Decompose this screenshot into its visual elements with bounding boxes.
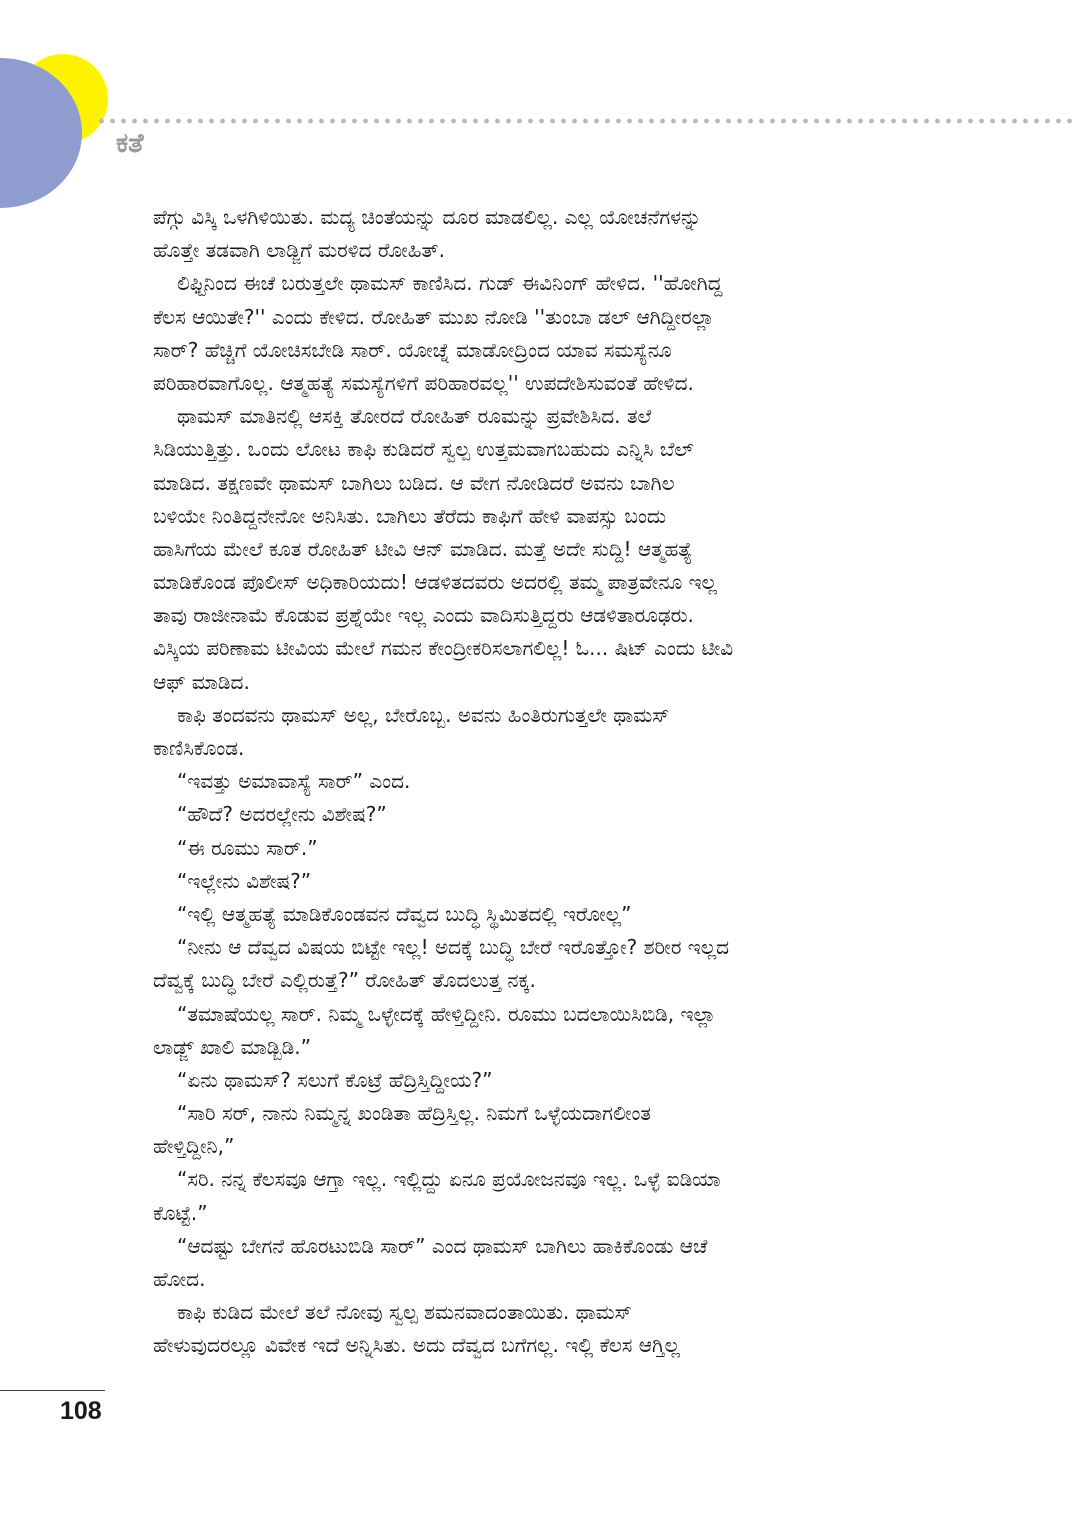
story-line: ಹೇಳ್ತಿದ್ದೀನಿ,” <box>153 1134 235 1159</box>
section-label: ಕತೆ <box>116 128 144 159</box>
story-line: ತಾವು ರಾಜೀನಾಮೆ ಕೊಡುವ ಪ್ರಶ್ನೆಯೇ ಇಲ್ಲ ಎಂದು ವಾದಿಸುತ್ತಿದ್ದರು ಆಡಳಿತಾರೂಢರು. <box>153 603 694 628</box>
story-line: “ಹೌದೆ? ಅದರಲ್ಲೇನು ವಿಶೇಷ?” <box>177 802 387 827</box>
story-line: ಮಾಡಿಕೊಂಡ ಪೊಲೀಸ್ ಅಧಿಕಾರಿಯದು! ಆಡಳಿತದವರು ಅದರಲ್ಲಿ ತಮ್ಮ ಪಾತ್ರವೇನೂ ಇಲ್ಲ <box>153 570 717 595</box>
story-line: ಕೆಲಸ ಆಯಿತೇ?'' ಎಂದು ಕೇಳಿದ. ರೋಹಿತ್ ಮುಖ ನೋಡಿ ''ತುಂಬಾ ಡಲ್ ಆಗಿದ್ದೀರಲ್ಲಾ <box>153 304 715 329</box>
story-line: ಹೋದ. <box>153 1267 206 1291</box>
story-line: ಕೊಟ್ಟೆ.” <box>153 1200 208 1225</box>
story-line: “ನೀನು ಆ ದೆವ್ವದ ವಿಷಯ ಬಿಟ್ಟೇ ಇಲ್ಲ! ಅದಕ್ಕೆ ಬುದ್ಧಿ ಬೇರೆ ಇರೊತ್ತೋ? ಶರೀರ ಇಲ್ಲದ <box>177 935 730 960</box>
page-number-rule <box>0 1390 105 1391</box>
story-line: ಸಾರ್? ಹೆಚ್ಚಿಗೆ ಯೋಚಿಸಬೇಡಿ ಸಾರ್. ಯೋಚ್ನೆ ಮಾಡೋದ್ರಿಂದ ಯಾವ ಸಮಸ್ಯೆನೂ <box>153 337 672 362</box>
story-line: “ಇಲ್ಲೇನು ವಿಶೇಷ?” <box>177 868 312 893</box>
story-line: “ಆದಷ್ಟು ಬೇಗನೆ ಹೊರಟುಬಿಡಿ ಸಾರ್” ಎಂದ ಥಾಮಸ್ ಬಾಗಿಲು ಹಾಕಿಕೊಂಡು ಆಚೆ <box>177 1233 708 1258</box>
story-line: “ಇವತ್ತು ಅಮಾವಾಸ್ಯೆ ಸಾರ್” ಎಂದ. <box>177 769 411 794</box>
story-line: ಹೇಳುವುದರಲ್ಲೂ ವಿವೇಕ ಇದೆ ಅನ್ನಿಸಿತು. ಅದು ದೆವ್ವದ ಬಗೆಗಲ್ಲ. ಇಲ್ಲಿ ಕೆಲಸ ಆಗ್ತಿಲ್ಲ <box>153 1333 680 1358</box>
story-line: ಲಾಡ್ಜ್ ಖಾಲಿ ಮಾಡ್ಬಿಡಿ.” <box>153 1034 311 1059</box>
story-text <box>153 201 913 1363</box>
story-line: ಥಾಮಸ್ ಮಾತಿನಲ್ಲಿ ಆಸಕ್ತಿ ತೋರದೆ ರೋಹಿತ್ ರೂಮನ್ನು ಪ್ರವೇಶಿಸಿದ. ತಲೆ <box>177 404 652 429</box>
story-line: ಪರಿಹಾರವಾಗೊಲ್ಲ. ಆತ್ಮಹತ್ಯೆ ಸಮಸ್ಯೆಗಳಿಗೆ ಪರಿಹಾರವಲ್ಲ'' ಉಪದೇಶಿಸುವಂತೆ ಹೇಳಿದ. <box>153 370 694 395</box>
story-line: ಹಾಸಿಗೆಯ ಮೇಲೆ ಕೂತ ರೋಹಿತ್ ಟೀವಿ ಆನ್ ಮಾಡಿದ. ಮತ್ತೆ ಅದೇ ಸುದ್ದಿ! ಆತ್ಮಹತ್ಯೆ <box>153 536 693 561</box>
story-line: “ಸರಿ. ನನ್ನ ಕೆಲಸವೂ ಆಗ್ತಾ ಇಲ್ಲ. ಇಲ್ಲಿದ್ದು ಏನೂ ಪ್ರಯೋಜನವೂ ಇಲ್ಲ. ಒಳ್ಳೆ ಐಡಿಯಾ <box>177 1167 721 1192</box>
story-line: ಸಿಡಿಯುತ್ತಿತ್ತು. ಒಂದು ಲೋಟ ಕಾಫಿ ಕುಡಿದರೆ ಸ್ವಲ್ಪ ಉತ್ತಮವಾಗಬಹುದು ಎನ್ನಿಸಿ ಬೆಲ್ <box>153 437 694 462</box>
story-line: ಲಿಫ್ಟಿನಿಂದ ಈಚೆ ಬರುತ್ತಲೇ ಥಾಮಸ್ ಕಾಣಿಸಿದ. ಗುಡ್ ಈವಿನಿಂಗ್ ಹೇಳಿದ. ''ಹೋಗಿದ್ದ <box>177 271 723 296</box>
story-line: ಮಾಡಿದ. ತಕ್ಷಣವೇ ಥಾಮಸ್ ಬಾಗಿಲು ಬಡಿದ. ಆ ವೇಗ ನೋಡಿದರೆ ಅವನು ಬಾಗಿಲ <box>153 470 675 495</box>
story-line: “ತಮಾಷೆಯಲ್ಲ ಸಾರ್. ನಿಮ್ಮ ಒಳ್ಳೇದಕ್ಕೆ ಹೇಳ್ತಿದ್ದೀನಿ. ರೂಮು ಬದಲಾಯಿಸಿಬಿಡಿ, ಇಲ್ಲಾ <box>177 1001 716 1026</box>
story-line: ಹೊತ್ತೇ ತಡವಾಗಿ ಲಾಡ್ಜಿಗೆ ಮರಳಿದ ರೋಹಿತ್. <box>153 238 445 263</box>
story-line: ಕಾಫಿ ತಂದವನು ಥಾಮಸ್ ಅಲ್ಲ, ಬೇರೊಬ್ಬ. ಅವನು ಹಿಂತಿರುಗುತ್ತಲೇ ಥಾಮಸ್ <box>177 702 670 727</box>
story-line: “ಏನು ಥಾಮಸ್? ಸಲುಗೆ ಕೊಟ್ರೆ ಹೆದ್ರಿಸ್ತಿದ್ದೀಯ?” <box>177 1067 493 1092</box>
story-line: “ಇಲ್ಲಿ ಆತ್ಮಹತ್ಯೆ ಮಾಡಿಕೊಂಡವನ ದೆವ್ವದ ಬುದ್ಧಿ ಸ್ಥಿಮಿತದಲ್ಲಿ ಇರೋಲ್ಲ” <box>177 901 632 926</box>
story-line: ಆಫ್ ಮಾಡಿದ. <box>153 669 250 694</box>
story-line: ವಿಸ್ಕಿಯ ಪರಿಣಾಮ ಟೀವಿಯ ಮೇಲೆ ಗಮನ ಕೇಂದ್ರೀಕರಿಸಲಾಗಲಿಲ್ಲ! ಓ... ಷಿಟ್ ಎಂದು ಟೀವಿ <box>153 636 734 661</box>
page-number: 108 <box>60 1397 102 1425</box>
dotted-header-rule <box>96 117 1072 125</box>
story-line: ಬಳಿಯೇ ನಿಂತಿದ್ದನೇನೋ ಅನಿಸಿತು. ಬಾಗಿಲು ತೆರೆದು ಕಾಫಿಗೆ ಹೇಳಿ ವಾಪಸ್ಸು ಬಂದು <box>153 503 667 528</box>
story-line: ಕಾಫಿ ಕುಡಿದ ಮೇಲೆ ತಲೆ ನೋವು ಸ್ವಲ್ಪ ಶಮನವಾದಂತಾಯಿತು. ಥಾಮಸ್ <box>177 1300 632 1325</box>
story-line: “ಈ ರೂಮು ಸಾರ್.” <box>177 835 318 860</box>
story-line: ಪೆಗ್ಗು ವಿಸ್ಕಿ ಒಳಗಿಳಿಯಿತು. ಮದ್ಯ ಚಿಂತೆಯನ್ನು ದೂರ ಮಾಡಲಿಲ್ಲ. ಎಲ್ಲ ಯೋಚನೆಗಳನ್ನು <box>153 205 702 229</box>
story-line: ಕಾಣಿಸಿಕೊಂಡ. <box>153 736 245 760</box>
story-line: “ಸಾರಿ ಸರ್, ನಾನು ನಿಮ್ಮನ್ನ ಖಂಡಿತಾ ಹೆದ್ರಿಸ್ತಿಲ್ಲ. ನಿಮಗೆ ಒಳ್ಳೆಯದಾಗಲೀಂತ <box>177 1101 651 1126</box>
story-line: ದೆವ್ವಕ್ಕೆ ಬುದ್ಧಿ ಬೇರೆ ಎಲ್ಲಿರುತ್ತೆ?” ರೋಹಿತ್ ತೊದಲುತ್ತ ನಕ್ಕ. <box>153 968 536 993</box>
